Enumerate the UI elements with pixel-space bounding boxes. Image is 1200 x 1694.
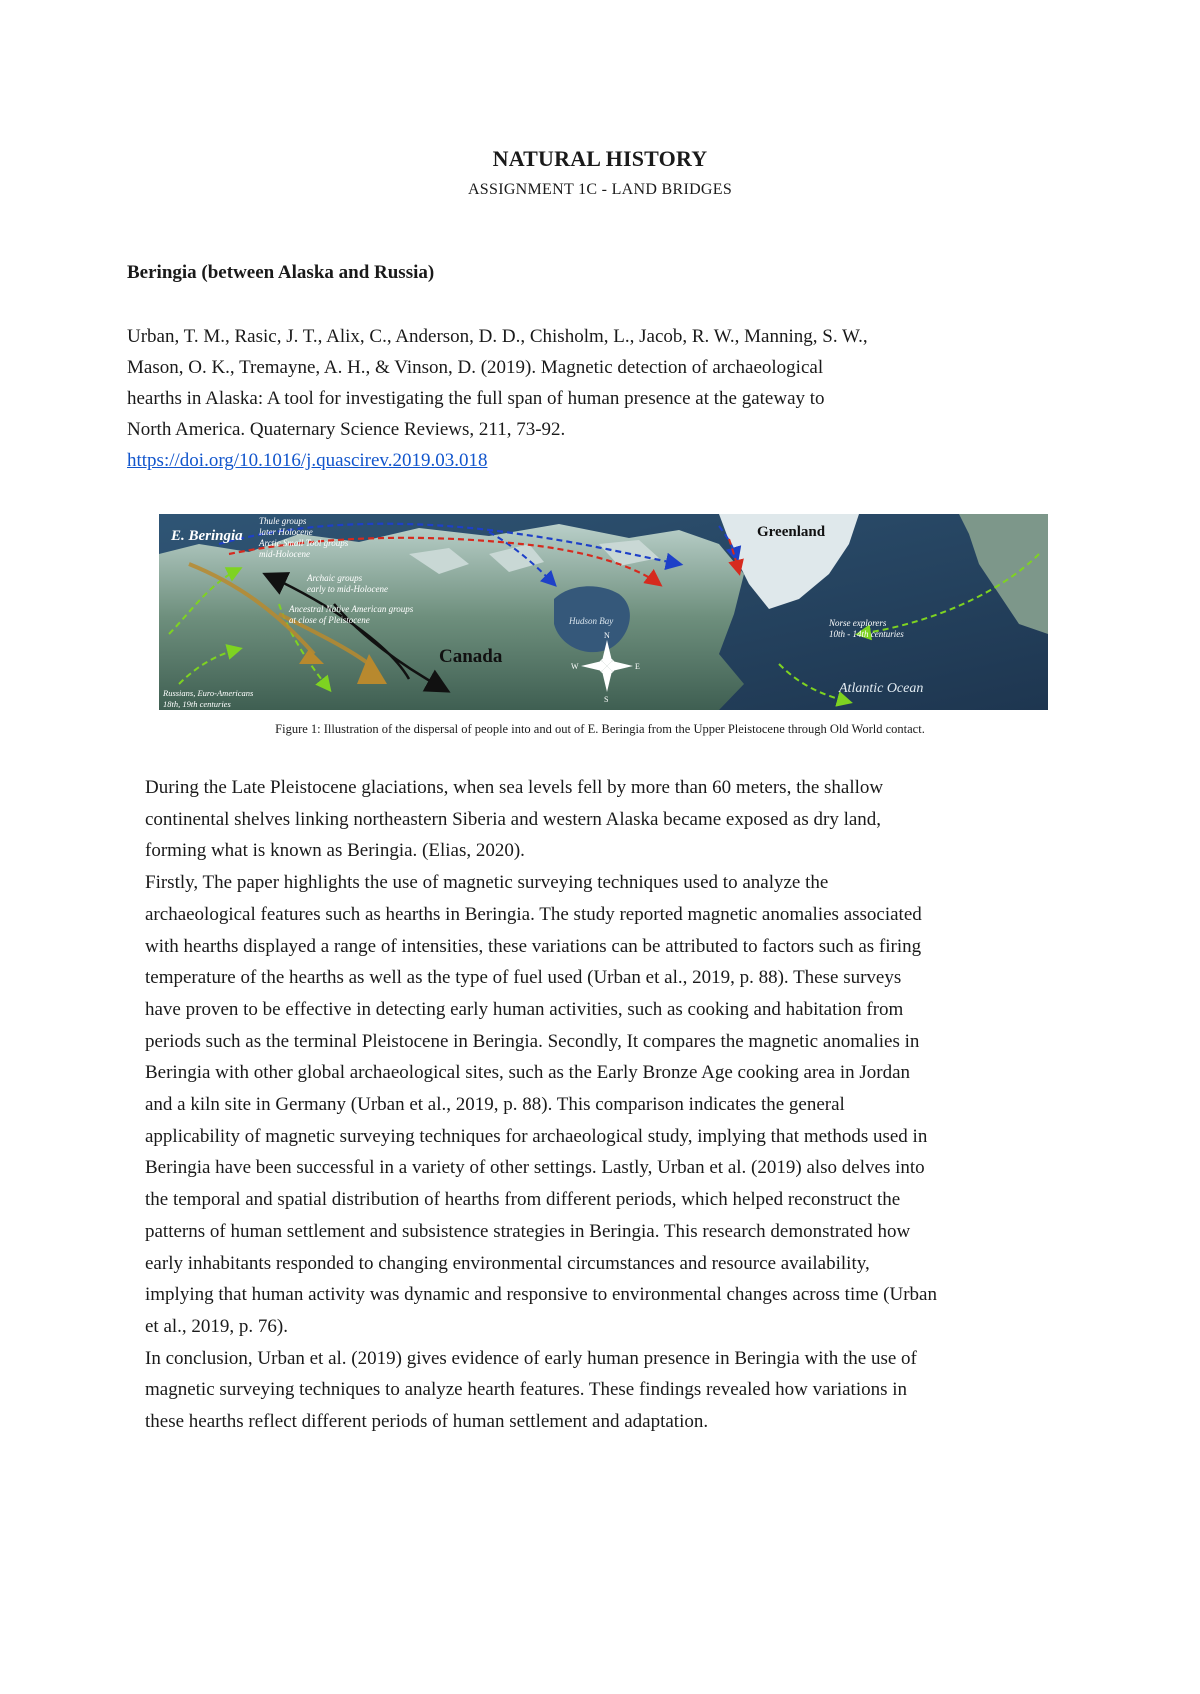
figure-caption: Figure 1: Illustration of the dispersal of people into and out of E. Beringia from the Upper Pleistocene through Old World contact.: [275, 722, 925, 736]
map-label-region: E. Beringia: [171, 528, 243, 544]
body-line: early inhabitants responded to changing environmental circumstances and resource availability,: [145, 1252, 870, 1274]
map-label-archaic: Archaic groups: [307, 573, 363, 583]
body-line: implying that human activity was dynamic and responsive to environmental changes across time (Urban: [145, 1284, 937, 1306]
map-label-thule2: later Holocene: [259, 527, 313, 537]
map-label-norse: Norse explorers: [829, 618, 887, 628]
map-label-archaic2: early to mid-Holocene: [307, 584, 388, 594]
citation-line: Mason, O. K., Tremayne, A. H., & Vinson, D. (2019). Magnetic detection of archaeological: [127, 357, 824, 378]
citation-line: hearths in Alaska: A tool for investigating the full span of human presence at the gateway to: [127, 388, 825, 409]
map-label-canada: Canada: [439, 646, 503, 667]
compass-north: N: [604, 631, 610, 640]
map-label-russians: Russians, Euro-Americans: [163, 688, 254, 698]
body-line: these hearths reflect different periods of human settlement and adaptation.: [145, 1411, 709, 1433]
map-label-norse2: 10th - 14th centuries: [829, 629, 904, 639]
body-line: temperature of the hearths as well as the type of fuel used (Urban et al., 2019, p. 88). These surveys: [145, 967, 902, 989]
body-line: Beringia have been successful in a variety of other settings. Lastly, Urban et al. (2019) also delves into: [145, 1157, 925, 1179]
body-line: archaeological features such as hearths in Beringia. The study reported magnetic anomalies associated: [145, 903, 922, 925]
map-illustration: [159, 514, 1048, 710]
body-line: During the Late Pleistocene glaciations, when sea levels fell by more than 60 meters, the shallow: [145, 777, 884, 798]
body-line: with hearths displayed a range of intensities, these variations can be attributed to factors such as firing: [145, 935, 922, 957]
body-line: and a kiln site in Germany (Urban et al., 2019, p. 88). This comparison indicates the general: [145, 1094, 845, 1116]
body-line: et al., 2019, p. 76).: [145, 1315, 289, 1337]
map-label-arctic: Arctic Small Tool groups: [259, 538, 349, 548]
body-line: the temporal and spatial distribution of hearths from different periods, which helped reconstruct the: [145, 1189, 901, 1211]
section-heading: Beringia (between Alaska and Russia): [127, 262, 435, 283]
citation-block: [127, 321, 1067, 476]
compass-east: E: [635, 662, 640, 671]
page-title: NATURAL HISTORY: [492, 146, 708, 171]
map-label-hudson: Hudson Bay: [569, 616, 614, 626]
map-label-arctic2: mid-Holocene: [259, 549, 310, 559]
map-label-thule: Thule groups: [259, 516, 307, 526]
compass-west: W: [571, 662, 579, 671]
body-line: In conclusion, Urban et al. (2019) gives evidence of early human presence in Beringia with the use of: [145, 1347, 917, 1369]
body-paragraphs: [145, 772, 1155, 1438]
body-line: Firstly, The paper highlights the use of magnetic surveying techniques used to analyze the: [145, 872, 829, 894]
citation-line: Urban, T. M., Rasic, J. T., Alix, C., Anderson, D. D., Chisholm, L., Jacob, R. W., Manning, S. W.,: [127, 326, 868, 347]
body-line: Beringia with other global archaeological sites, such as the Early Bronze Age cooking area in Jordan: [145, 1062, 911, 1084]
doi-link[interactable]: https://doi.org/10.1016/j.quascirev.2019.03.018: [127, 450, 488, 471]
page-subtitle: ASSIGNMENT 1C - LAND BRIDGES: [467, 181, 733, 198]
body-line: applicability of magnetic surveying techniques for archaeological study, implying that methods used in: [145, 1125, 928, 1147]
body-line: periods such as the terminal Pleistocene in Beringia. Secondly, It compares the magnetic anomalies in: [145, 1030, 920, 1052]
map-label-atlantic: Atlantic Ocean: [839, 681, 924, 696]
map-label-greenland: Greenland: [757, 524, 826, 540]
map-label-ancestral2: at close of Pleistocene: [289, 615, 370, 625]
map-figure: [159, 514, 1048, 710]
body-line: patterns of human settlement and subsistence strategies in Beringia. This research demonstrated how: [145, 1220, 911, 1242]
citation-line: North America. Quaternary Science Reviews, 211, 73-92.: [127, 419, 566, 440]
body-line: forming what is known as Beringia. (Elias, 2020).: [145, 840, 525, 862]
map-label-russians2: 18th, 19th centuries: [163, 699, 231, 709]
map-label-ancestral: Ancestral Native American groups: [289, 604, 414, 614]
body-line: continental shelves linking northeastern Siberia and western Alaska became exposed as dry land,: [145, 808, 882, 830]
compass-south: S: [604, 695, 609, 704]
body-line: magnetic surveying techniques to analyze hearth features. These findings revealed how variations in: [145, 1379, 908, 1401]
body-line: have proven to be effective in detecting early human activities, such as cooking and habitation from: [145, 998, 904, 1020]
